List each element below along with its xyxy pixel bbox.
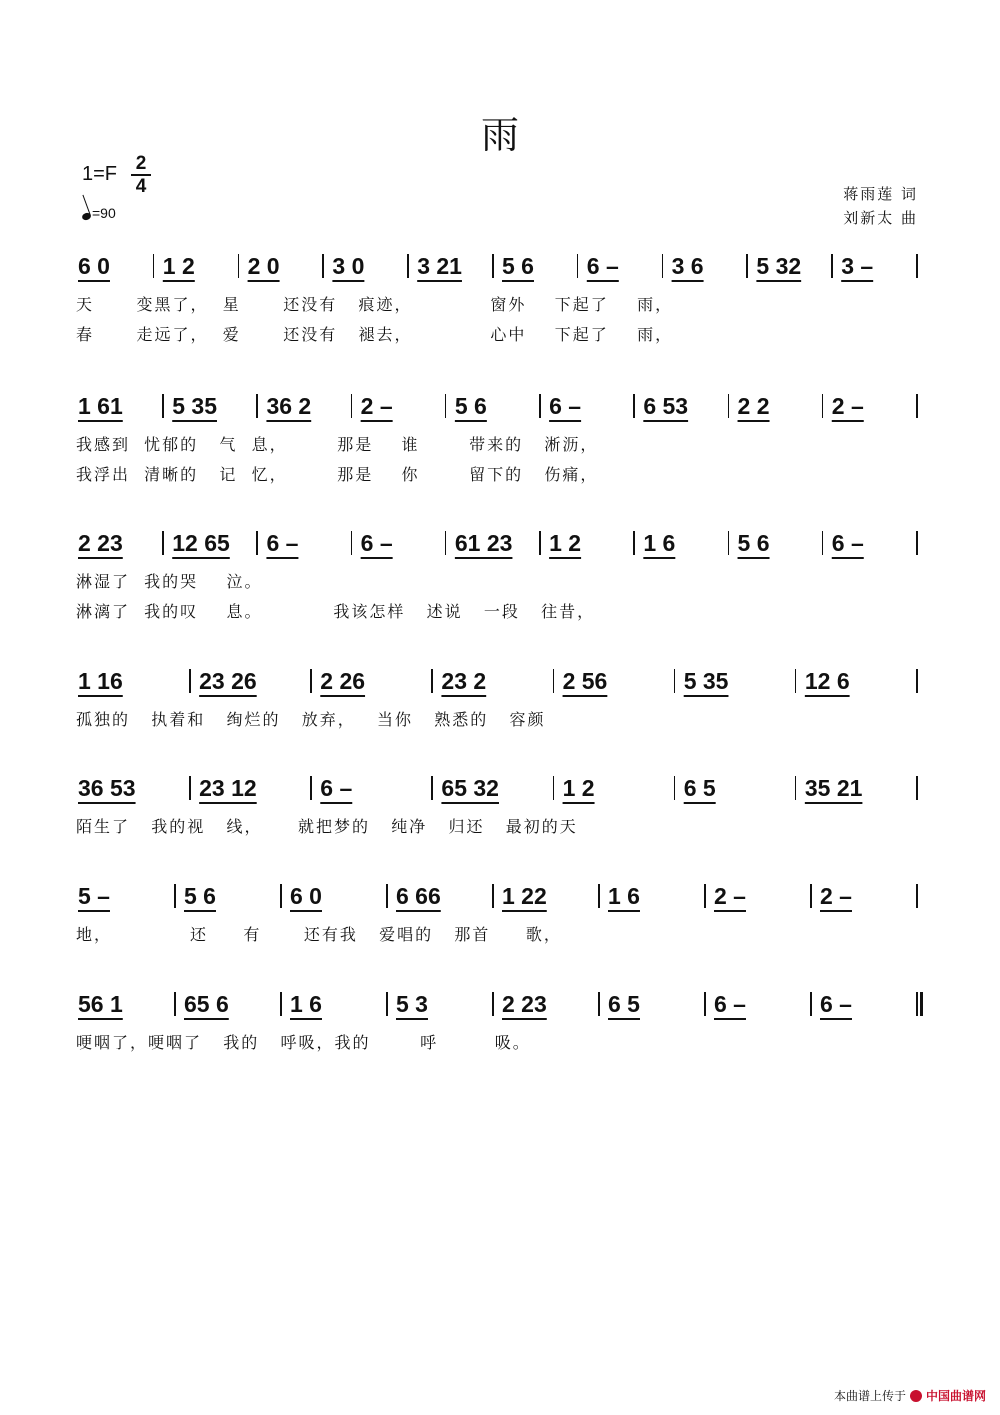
site-logo-icon — [910, 1390, 922, 1402]
measure: 5 3 — [396, 991, 428, 1017]
measure: 2 26 — [320, 668, 366, 694]
measure: 6 – — [320, 775, 353, 801]
measure: 1 6 — [608, 883, 640, 909]
measure-row — [0, 986, 1000, 1022]
measure: 1 2 — [549, 530, 582, 556]
measure: 3 – — [841, 253, 874, 279]
barline — [386, 992, 388, 1016]
lyric-line — [0, 462, 1000, 488]
measure: 2 – — [820, 883, 852, 909]
lyric-text: 淋漓了 我的叹 息。 我该怎样 述说 一段 往昔， — [76, 602, 596, 621]
measure: 6 – — [360, 530, 393, 556]
lyric-line — [0, 432, 1000, 458]
lyric-line — [0, 1030, 1000, 1056]
measure: 5 32 — [756, 253, 802, 279]
barline — [822, 531, 824, 555]
barline — [916, 254, 918, 278]
barline — [445, 394, 447, 418]
barline — [189, 776, 191, 800]
measure: 1 61 — [78, 393, 123, 419]
barline — [492, 992, 494, 1016]
measure: 5 6 — [502, 253, 534, 279]
barline — [310, 669, 312, 693]
barline — [189, 669, 191, 693]
barline — [431, 776, 433, 800]
measure-row — [0, 663, 1000, 699]
barline — [431, 669, 433, 693]
measure-row — [0, 770, 1000, 806]
measure: 3 21 — [417, 253, 462, 279]
measure: 2 23 — [78, 530, 123, 556]
measure: 61 23 — [454, 530, 513, 556]
barline — [351, 531, 353, 555]
credits — [843, 182, 918, 230]
measure: 2 – — [831, 393, 864, 419]
barline — [704, 992, 706, 1016]
barline — [916, 884, 918, 908]
barline — [916, 669, 918, 693]
lyric-text: 春 走远了， 爱 还没有 褪去， 心中 下起了 雨， — [76, 325, 674, 344]
barline — [728, 394, 730, 418]
lyric-line — [0, 922, 1000, 948]
measure: 5 35 — [683, 668, 729, 694]
measure: 1 6 — [290, 991, 322, 1017]
measure: 6 – — [820, 991, 852, 1017]
footer-text: 本曲谱上传于 — [833, 1389, 906, 1403]
barline — [386, 884, 388, 908]
lyric-text: 天 变黑了， 星 还没有 痕迹， 窗外 下起了 雨， — [76, 295, 674, 314]
lyric-line — [0, 707, 1000, 733]
barline — [728, 531, 730, 555]
key-signature: 1=F — [82, 163, 118, 185]
measure: 2 0 — [247, 253, 280, 279]
lyric-line — [0, 322, 1000, 348]
barline — [662, 254, 664, 278]
lyricist-credit: 蒋雨莲 词 — [843, 185, 918, 203]
measure: 5 – — [78, 883, 110, 909]
barline — [916, 776, 918, 800]
tempo-value: =90 — [92, 205, 116, 221]
measure: 6 66 — [396, 883, 441, 909]
barline — [162, 394, 164, 418]
barline — [256, 394, 258, 418]
barline — [553, 776, 555, 800]
lyric-text: 孤独的 执着和 绚烂的 放弃， 当你 熟悉的 容颜 — [76, 710, 546, 729]
barline — [633, 394, 635, 418]
barline — [704, 884, 706, 908]
barline — [810, 884, 812, 908]
measure: 5 6 — [737, 530, 770, 556]
measure: 23 2 — [441, 668, 487, 694]
barline — [351, 394, 353, 418]
composer-credit: 刘新太 曲 — [843, 209, 918, 227]
measure: 1 2 — [162, 253, 195, 279]
barline — [674, 776, 676, 800]
lyric-text: 陌生了 我的视 线， 就把梦的 纯净 归还 最初的天 — [76, 817, 578, 836]
measure-row — [0, 878, 1000, 914]
barline — [598, 992, 600, 1016]
lyric-text: 我浮出 清晰的 记 忆， 那是 你 留下的 伤痛， — [76, 465, 599, 484]
measure: 65 6 — [184, 991, 229, 1017]
barline — [795, 669, 797, 693]
measure: 5 35 — [172, 393, 217, 419]
measure: 5 6 — [454, 393, 487, 419]
barline — [238, 254, 240, 278]
measure: 6 0 — [290, 883, 322, 909]
barline — [310, 776, 312, 800]
measure: 1 6 — [643, 530, 676, 556]
barline — [492, 884, 494, 908]
lyric-text: 地， 还 有 还有我 爱唱的 那首 歌， — [76, 925, 562, 944]
measure: 3 6 — [671, 253, 704, 279]
barline — [153, 254, 155, 278]
barline — [280, 992, 282, 1016]
barline — [539, 531, 541, 555]
barline — [916, 394, 918, 418]
measure: 12 65 — [172, 530, 230, 556]
lyric-line — [0, 569, 1000, 595]
measure: 23 26 — [199, 668, 257, 694]
barline — [746, 254, 748, 278]
barline — [445, 531, 447, 555]
measure: 6 0 — [78, 253, 110, 279]
measure: 5 6 — [184, 883, 216, 909]
measure: 23 12 — [199, 775, 257, 801]
measure: 1 16 — [78, 668, 123, 694]
measure: 6 5 — [608, 991, 640, 1017]
lyric-text: 我感到 忧郁的 气 息， 那是 谁 带来的 淅沥， — [76, 435, 599, 454]
lyric-text: 哽咽了，哽咽了 我的 呼吸，我的 呼 吸。 — [76, 1033, 531, 1052]
measure: 2 23 — [502, 991, 547, 1017]
measure: 65 32 — [441, 775, 499, 801]
final-barline — [920, 992, 923, 1016]
lyric-line — [0, 814, 1000, 840]
tempo-marking — [82, 205, 116, 221]
measure: 3 0 — [332, 253, 365, 279]
barline — [553, 669, 555, 693]
lyric-text: 淋湿了 我的哭 泣。 — [76, 572, 263, 591]
quarter-note-icon — [81, 212, 92, 222]
measure: 6 53 — [643, 393, 689, 419]
barline — [598, 884, 600, 908]
measure: 6 – — [586, 253, 619, 279]
barline — [810, 992, 812, 1016]
measure: 6 – — [714, 991, 746, 1017]
lyric-line — [0, 292, 1000, 318]
measure: 6 – — [831, 530, 864, 556]
measure: 2 – — [714, 883, 746, 909]
measure-row — [0, 248, 1000, 284]
measure: 12 6 — [804, 668, 850, 694]
barline — [831, 254, 833, 278]
measure: 56 1 — [78, 991, 123, 1017]
barline — [162, 531, 164, 555]
lyric-line — [0, 599, 1000, 625]
barline — [822, 394, 824, 418]
barline — [322, 254, 324, 278]
barline — [795, 776, 797, 800]
time-signature — [131, 154, 151, 196]
footer-site: 中国曲谱网 — [925, 1389, 986, 1403]
barline — [174, 884, 176, 908]
song-title: 雨 — [480, 113, 519, 157]
barline — [492, 254, 494, 278]
measure: 6 – — [549, 393, 582, 419]
barline — [674, 669, 676, 693]
barline — [174, 992, 176, 1016]
measure: 2 – — [360, 393, 393, 419]
barline — [577, 254, 579, 278]
measure: 6 – — [266, 530, 299, 556]
barline — [407, 254, 409, 278]
measure: 1 22 — [502, 883, 547, 909]
measure: 36 2 — [266, 393, 312, 419]
time-signature-bottom: 4 — [135, 176, 147, 197]
measure-row — [0, 525, 1000, 561]
barline — [256, 531, 258, 555]
barline — [539, 394, 541, 418]
barline — [280, 884, 282, 908]
measure: 2 2 — [737, 393, 770, 419]
time-signature-top: 2 — [135, 153, 147, 174]
footer — [834, 1387, 986, 1404]
barline — [916, 992, 918, 1016]
measure: 1 2 — [562, 775, 595, 801]
measure-row — [0, 388, 1000, 424]
barline — [633, 531, 635, 555]
measure: 35 21 — [804, 775, 863, 801]
measure: 36 53 — [78, 775, 136, 801]
measure: 6 5 — [683, 775, 716, 801]
measure: 2 56 — [562, 668, 608, 694]
barline — [916, 531, 918, 555]
